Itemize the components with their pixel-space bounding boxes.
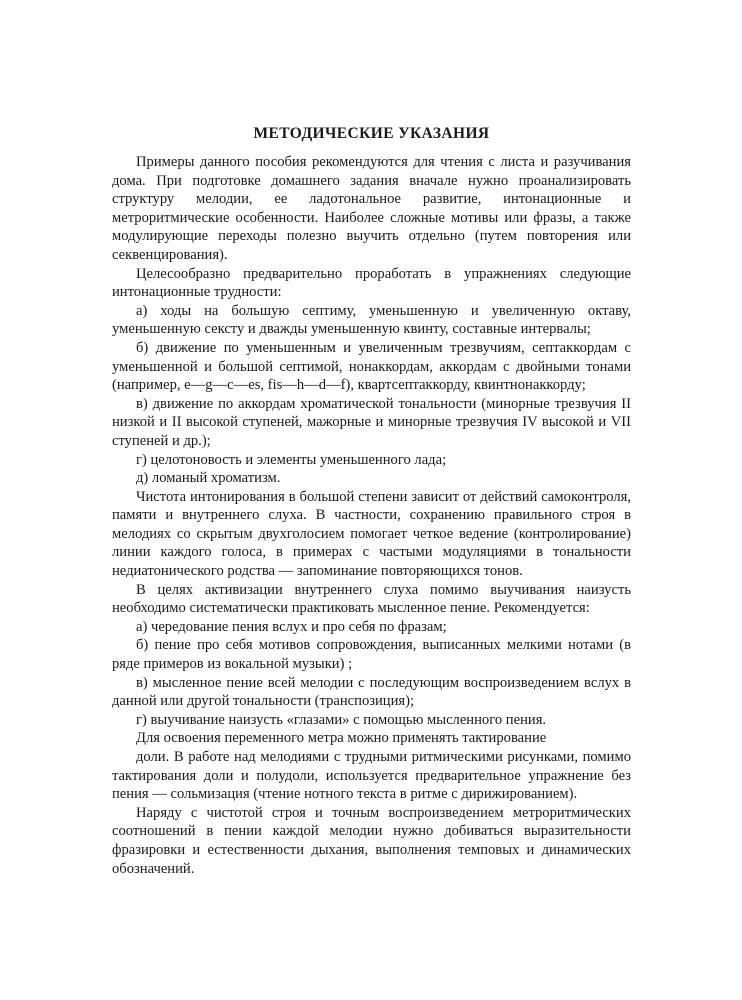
paragraph-inner-hearing: В целях активизации внутреннего слуха помимо выучивания наизусть необходимо систематически практиковать мысленное пение. Рекомендуется: [112,581,631,617]
document-page [112,124,631,878]
paragraph-meter-continued: доли. В работе над мелодиями с трудными ритмическими рисунками, помимо тактирования доли и полудоли, используется предварительное упражнение без пения — сольмизация (чтение нотного текста в ритме с дирижированием). [112,749,631,803]
paragraph-meter: Для освоения переменного метра можно применять тактирование [136,730,547,747]
list-item-g: г) целотоновость и элементы уменьшенного лада; [136,451,447,468]
list-item-d: д) ломаный хроматизм. [136,470,281,487]
paragraph-difficulties: Целесообразно предварительно проработать в упражнениях следующие интонационные трудности: [112,265,631,301]
list-item-a-2: а) чередование пения вслух и про себя по фразам; [136,618,447,635]
paragraph-intro: Примеры данного пособия рекомендуются для чтения с листа и разучивания дома. При подготовке домашнего задания вначале нужно проанализировать структуру мелодии, ее ладотональное развитие, интонационные и метроритмические особенности. Наиболее сложные мотивы или фразы, а также модулирующие переходы полезно выучить отдельно (путем повторения или секвенцирования). [112,154,631,263]
list-item-v: в) движение по аккордам хроматической тональности (минорные трезвучия II низкой и II высокой ступеней, мажорные и минорные трезвучия IV высокой и VII ступеней и др.); [112,395,631,449]
paragraph-expression: Наряду с чистотой строя и точным воспроизведением метроритмических соотношений в пении каждой мелодии нужно добиваться выразительности фразировки и естественности дыхания, выполнения темповых и динамических обозначений. [112,804,631,877]
list-item-b: б) движение по уменьшенным и увеличенным трезвучиям, септаккордам с уменьшенной и большой септимой, нонаккордам, аккордам с двойными тонами (например, e—g—c—es, fis—h—d—f), квартсептаккорду, квинтнонаккорду; [112,339,631,394]
paragraph-intonation: Чистота интонирования в большой степени зависит от действий самоконтроля, памяти и внутреннего слуха. В частности, сохранению правильного строя в мелодиях со скрытым двухголосием помогает четкое ведение (контролирование) линии каждого голоса, в примерах с частыми модуляциями в тональности недиатонического родства — запоминание повторяющихся тонов. [112,488,631,580]
list-item-v-2: в) мысленное пение всей мелодии с последующим воспроизведением вслух в данной или другой тональности (транспозиция); [112,674,631,710]
document-title: МЕТОДИЧЕСКИЕ УКАЗАНИЯ [253,125,490,142]
list-item-a: а) ходы на большую септиму, уменьшенную и увеличенную октаву, уменьшенную сексту и дважды уменьшенную квинту, составные интервалы; [112,302,631,338]
list-item-b-2: б) пение про себя мотивов сопровождения, выписанных мелкими нотами (в ряде примеров из вокальной музыки) ; [112,637,631,673]
list-item-g-2: г) выучивание наизусть «глазами» с помощью мысленного пения. [136,711,547,728]
